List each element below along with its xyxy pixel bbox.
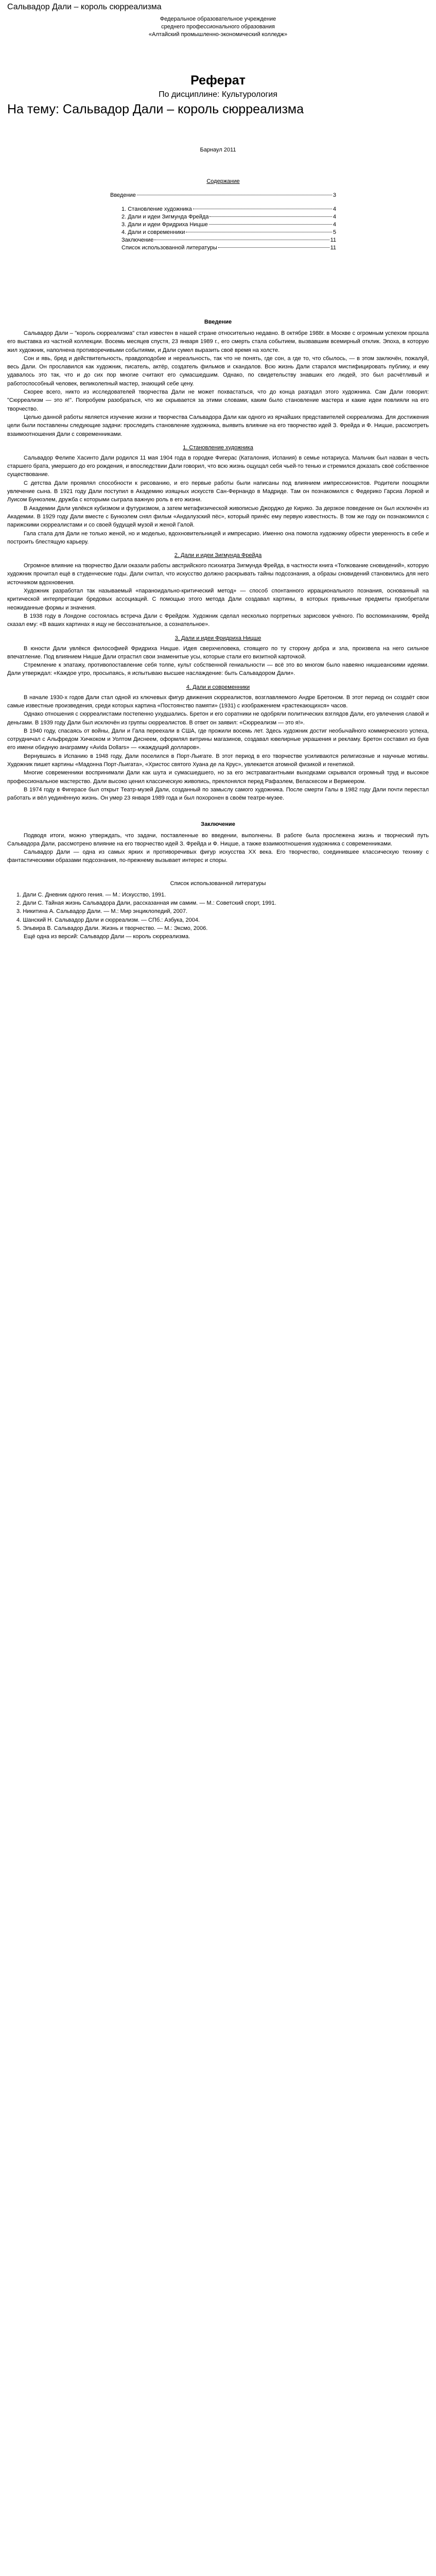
paragraph: В 1940 году, спасаясь от войны, Дали и Гала переехали в США, где прожили восемь лет. Здесь художник достиг необычайного коммерческого успеха, сотрудничал с Альфредом Хичкоком и Уолтом Диснеем, оформлял витрины магазинов, создавал ювелирные украшения и рекламу. Бретон составил из букв его имени обидную анаграмму «Avida Dollars» — «жаждущий долларов». — [7, 727, 429, 751]
paragraph: В Академии Дали увлёкся кубизмом и футуризмом, а затем метафизической живописью Джорджо де Кирико. За дерзкое поведение он был исключён из Академии. В 1929 году Дали вместе с Бунюэлем снял фильм «Андалузский пёс», который принёс ему первую известность. В том же году он познакомился с парижскими сюрреалистами и со своей будущей музой и женой Галой. — [7, 505, 429, 529]
toc-item-label: 3. Дали и идеи Фридриха Ницше — [121, 222, 208, 228]
paragraph: Многие современники воспринимали Дали как шута и сумасшедшего, но за его экстравагантными выходками скрывался огромный труд и высокое профессиональное мастерство. Дали высоко ценил классическую живопись, преклонялся перед Рафаэлем, Веласкесом и Вермеером. — [7, 770, 429, 785]
section-heading: 2. Дали и идеи Зигмунда Фрейда — [174, 552, 262, 559]
organization-line: Федеральное образовательное учреждение — [160, 16, 276, 22]
paragraph: Художник разработал так называемый «параноидально-критический метод» — способ спонтанного иррационального познания, основанный на критической интерпретации бредовых ассоциаций. С помощью этого метода Дали создавал картины, в которых привычные предметы приобретали неожиданные формы и значения. — [7, 588, 429, 611]
paragraph: В юности Дали увлёкся философией Фридриха Ницше. Идея сверхчеловека, стоящего по ту сторону добра и зла, произвела на него сильное впечатление. Под влиянием Ницше Дали отрастил свои знаменитые усы, которые стали его визитной карточкой. — [7, 645, 429, 660]
paragraph: В 1974 году в Фигерасе был открыт Театр-музей Дали, созданный по замыслу самого художника. После смерти Галы в 1982 году Дали почти перестал работать и вёл уединённую жизнь. Он умер 23 января 1989 года и был похоронен в своём театре-музее. — [7, 786, 429, 802]
section-heading: 4. Дали и современники — [186, 684, 250, 690]
reference-item: 1. Дали С. Дневник одного гения. — М.: Искусство, 1991. — [16, 891, 166, 898]
topic-title: На тему: Сальвадор Дали – король сюрреализма — [7, 102, 304, 116]
toc-item-label: 4. Дали и современники — [121, 229, 185, 235]
reference-item: 2. Дали С. Тайная жизнь Сальвадора Дали, рассказанная им самим. — М.: Советский спорт, 1991. — [16, 900, 276, 907]
paragraph: Огромное влияние на творчество Дали оказали работы австрийского психиатра Зигмунда Фрейда, в частности книга «Толкование сновидений», которую художник прочитал ещё в студенческие годы. Дали считал, что искусство должно раскрывать тайны подсознания, а образы сновидений становились для него источником вдохновения. — [7, 563, 429, 586]
references-heading: Список использованной литературы — [170, 880, 266, 887]
section-body — [7, 693, 429, 803]
paragraph: Сальвадор Фелипе Хасинто Дали родился 11 мая 1904 года в городке Фигерас (Каталония, Испания) в семье нотариуса. Мальчик был назван в честь старшего брата, умершего до его рождения, и впоследствии Дали говорил, что всю жизнь ощущал себя чьей-то тенью и стремился доказать своё собственное существование. — [7, 454, 429, 478]
reference-item: 4. Шанский Н. Сальвадор Дали и сюрреализм. — СПб.: Азбука, 2004. — [16, 917, 200, 923]
toc-heading: Содержание — [206, 178, 240, 184]
references-list — [7, 891, 429, 933]
introduction-body — [7, 329, 429, 438]
toc-item — [110, 236, 336, 244]
paragraph: В начале 1930-х годов Дали стал одной из ключевых фигур движения сюрреалистов, возглавляемого Андре Бретоном. В этот период он создаёт свои самые известные произведения, среди которых картина «Постоянство памяти» (1931) с изображением «растекающихся» часов. — [7, 694, 429, 709]
section-body — [7, 645, 429, 678]
toc-leader — [209, 224, 332, 225]
section-heading-conclusion: Заключение — [201, 821, 235, 827]
paragraph: В 1938 году в Лондоне состоялась встреча Дали с Фрейдом. Художник сделал несколько портретных зарисовок учёного. По воспоминаниям, Фрейд сказал ему: «В ваших картинах я ищу не бессознательное, а сознательное». — [7, 613, 429, 628]
section-body — [7, 454, 429, 546]
reference-item: 3. Никитина А. Сальвадор Дали. — М.: Мир энциклопедий, 2007. — [16, 908, 188, 915]
document-header: Сальвадор Дали – король сюрреализма — [7, 3, 162, 11]
paragraph: Вернувшись в Испанию в 1948 году, Дали поселился в Порт-Льигате. В этот период в его творчестве усиливаются религиозные и научные мотивы. Художник пишет картины «Мадонна Порт-Льигата», «Христос святого Хуана де ла Крус», увлекается атомной физикой и генетикой. — [7, 753, 429, 768]
toc-item-page: 11 — [330, 245, 336, 251]
title-block — [7, 73, 429, 117]
toc-item — [110, 213, 336, 221]
toc-item-label: Заключение — [121, 237, 154, 243]
paragraph: Гала стала для Дали не только женой, но и моделью, вдохновительницей и импресарио. Именно она помогла художнику обрести уверенность в себе и построить блестящую карьеру. — [7, 530, 429, 545]
toc-item — [110, 244, 336, 252]
toc-item — [110, 206, 336, 213]
organization-line: среднего профессионального образования — [161, 24, 275, 30]
paragraph: Стремление к эпатажу, противопоставление себя толпе, культ собственной гениальности — всё это во многом было навеяно ницшеанскими идеями. Дали утверждал: «Каждое утро, просыпаясь, я испытываю высшее наслаждение: быть Сальвадором Дали». — [7, 662, 429, 677]
toc-item-page: 5 — [333, 229, 336, 235]
toc-item — [110, 229, 336, 236]
work-type: Реферат — [190, 73, 246, 88]
paragraph: С детства Дали проявлял способности к рисованию, и его первые работы были написаны под влиянием импрессионистов. Родители поощряли увлечение сына. В 1921 году Дали поступил в Академию изящных искусств Сан-Фернандо в Мадриде. Там он познакомился с Федерико Гарсиа Лоркой и Луисом Бунюэлем, дружба с которыми сыграла важную роль в его жизни. — [7, 480, 429, 503]
organization-block — [7, 15, 429, 39]
paragraph: Сальвадор Дали – "король сюрреализма" стал известен в нашей стране относительно недавно. В октябре 1988г. в Москве с огромным успехом прошла его выставка из частной коллекции. Восемь месяцев спустя, 23 января 1989 г., его смерть стала событием, вызвавшим всемирный отклик. Эпоха, в которую жил художник, наполнена противоречивыми событиями, и Дали сумел выразить своё время на холсте. — [7, 330, 429, 353]
organization-line: «Алтайский промышленно-экономический колледж» — [148, 31, 288, 38]
toc-leader — [210, 216, 332, 217]
paragraph: Сон и явь, бред и действительность, правдоподобие и нереальность, так что не понять, где сон, а где то, что сбылось, — в этом заключён, пожалуй, весь Дали. Он прославился как художник, писатель, актёр, создатель фильмов и скандалов. Всю жизнь Дали старался мистифицировать публику, и ему удавалось это так, что и до сих пор многие считают его сумасшедшим. Однако, по свидетельству знавших его людей, это был расчётливый и работоспособный человек, великолепный мастер, знающий себе цену. — [7, 355, 429, 387]
toc-item-label: Введение — [110, 192, 136, 198]
toc-item-page: 3 — [333, 192, 336, 198]
toc-item-label: Список использованной литературы — [121, 245, 217, 251]
toc-item — [110, 192, 336, 199]
paragraph: Подводя итоги, можно утверждать, что задачи, поставленные во введении, выполнены. В работе была прослежена жизнь и творческий путь Сальвадора Дали, рассмотрено влияние на его творчество идей З. Фрейда и Ф. Ницше, а также взаимоотношения художника с современниками. — [7, 832, 429, 847]
section-heading: 3. Дали и идеи Фридриха Ницше — [175, 635, 261, 641]
toc-item-label: 1. Становление художника — [121, 206, 192, 212]
toc-item-page: 11 — [330, 237, 336, 243]
discipline: По дисциплине: Культурология — [159, 90, 277, 99]
toc-item-page: 4 — [333, 222, 336, 228]
toc-leader — [218, 247, 329, 248]
footer-note: Ещё одна из версий: Сальвадор Дали — король сюрреализма. — [24, 934, 190, 940]
toc-item-label: 2. Дали и идеи Зигмунда Фрейда — [121, 214, 209, 220]
section-heading: 1. Становление художника — [183, 444, 253, 451]
paragraph: Однако отношения с сюрреалистами постепенно ухудшались. Бретон и его соратники не одобряли политических взглядов Дали, его увлечения славой и деньгами. В 1939 году Дали был исключён из группы сюрреалистов. В ответ он заявил: «Сюрреализм — это я!». — [7, 711, 429, 726]
conclusion-body — [7, 832, 429, 865]
place-year: Барнаул 2011 — [200, 147, 236, 153]
paragraph: Целью данной работы является изучение жизни и творчества Сальвадора Дали как одного из ярчайших представителей сюрреализма. Для достижения цели были поставлены следующие задачи: проследить становление художника, выявить влияние на его творчество идей З. Фрейда и Ф. Ницше, рассмотреть взаимоотношения Дали с современниками. — [7, 414, 429, 437]
paragraph: Скорее всего, никто из исследователей творчества Дали не может похвастаться, что до конца разгадал этого художника. Сам Дали говорил: "Сюрреализм — это я!". Попробуем разобраться, что же скрывается за этими словами, каким было становление мастера и какие идеи повлияли на его творчество. — [7, 389, 429, 412]
section-body — [7, 562, 429, 629]
paragraph: Сальвадор Дали — одна из самых ярких и противоречивых фигур искусства XX века. Его творчество, соединившее классическую технику с фантастическими образами подсознания, по-прежнему вызывает интерес и споры. — [7, 849, 429, 864]
reference-item: 5. Эльвира В. Сальвадор Дали. Жизнь и творчество. — М.: Эксмо, 2006. — [16, 925, 208, 931]
toc-item — [110, 221, 336, 229]
toc-item-page: 4 — [333, 214, 336, 220]
table-of-contents — [7, 178, 429, 252]
toc-item-page: 4 — [333, 206, 336, 212]
section-heading-introduction: Введение — [204, 319, 232, 325]
